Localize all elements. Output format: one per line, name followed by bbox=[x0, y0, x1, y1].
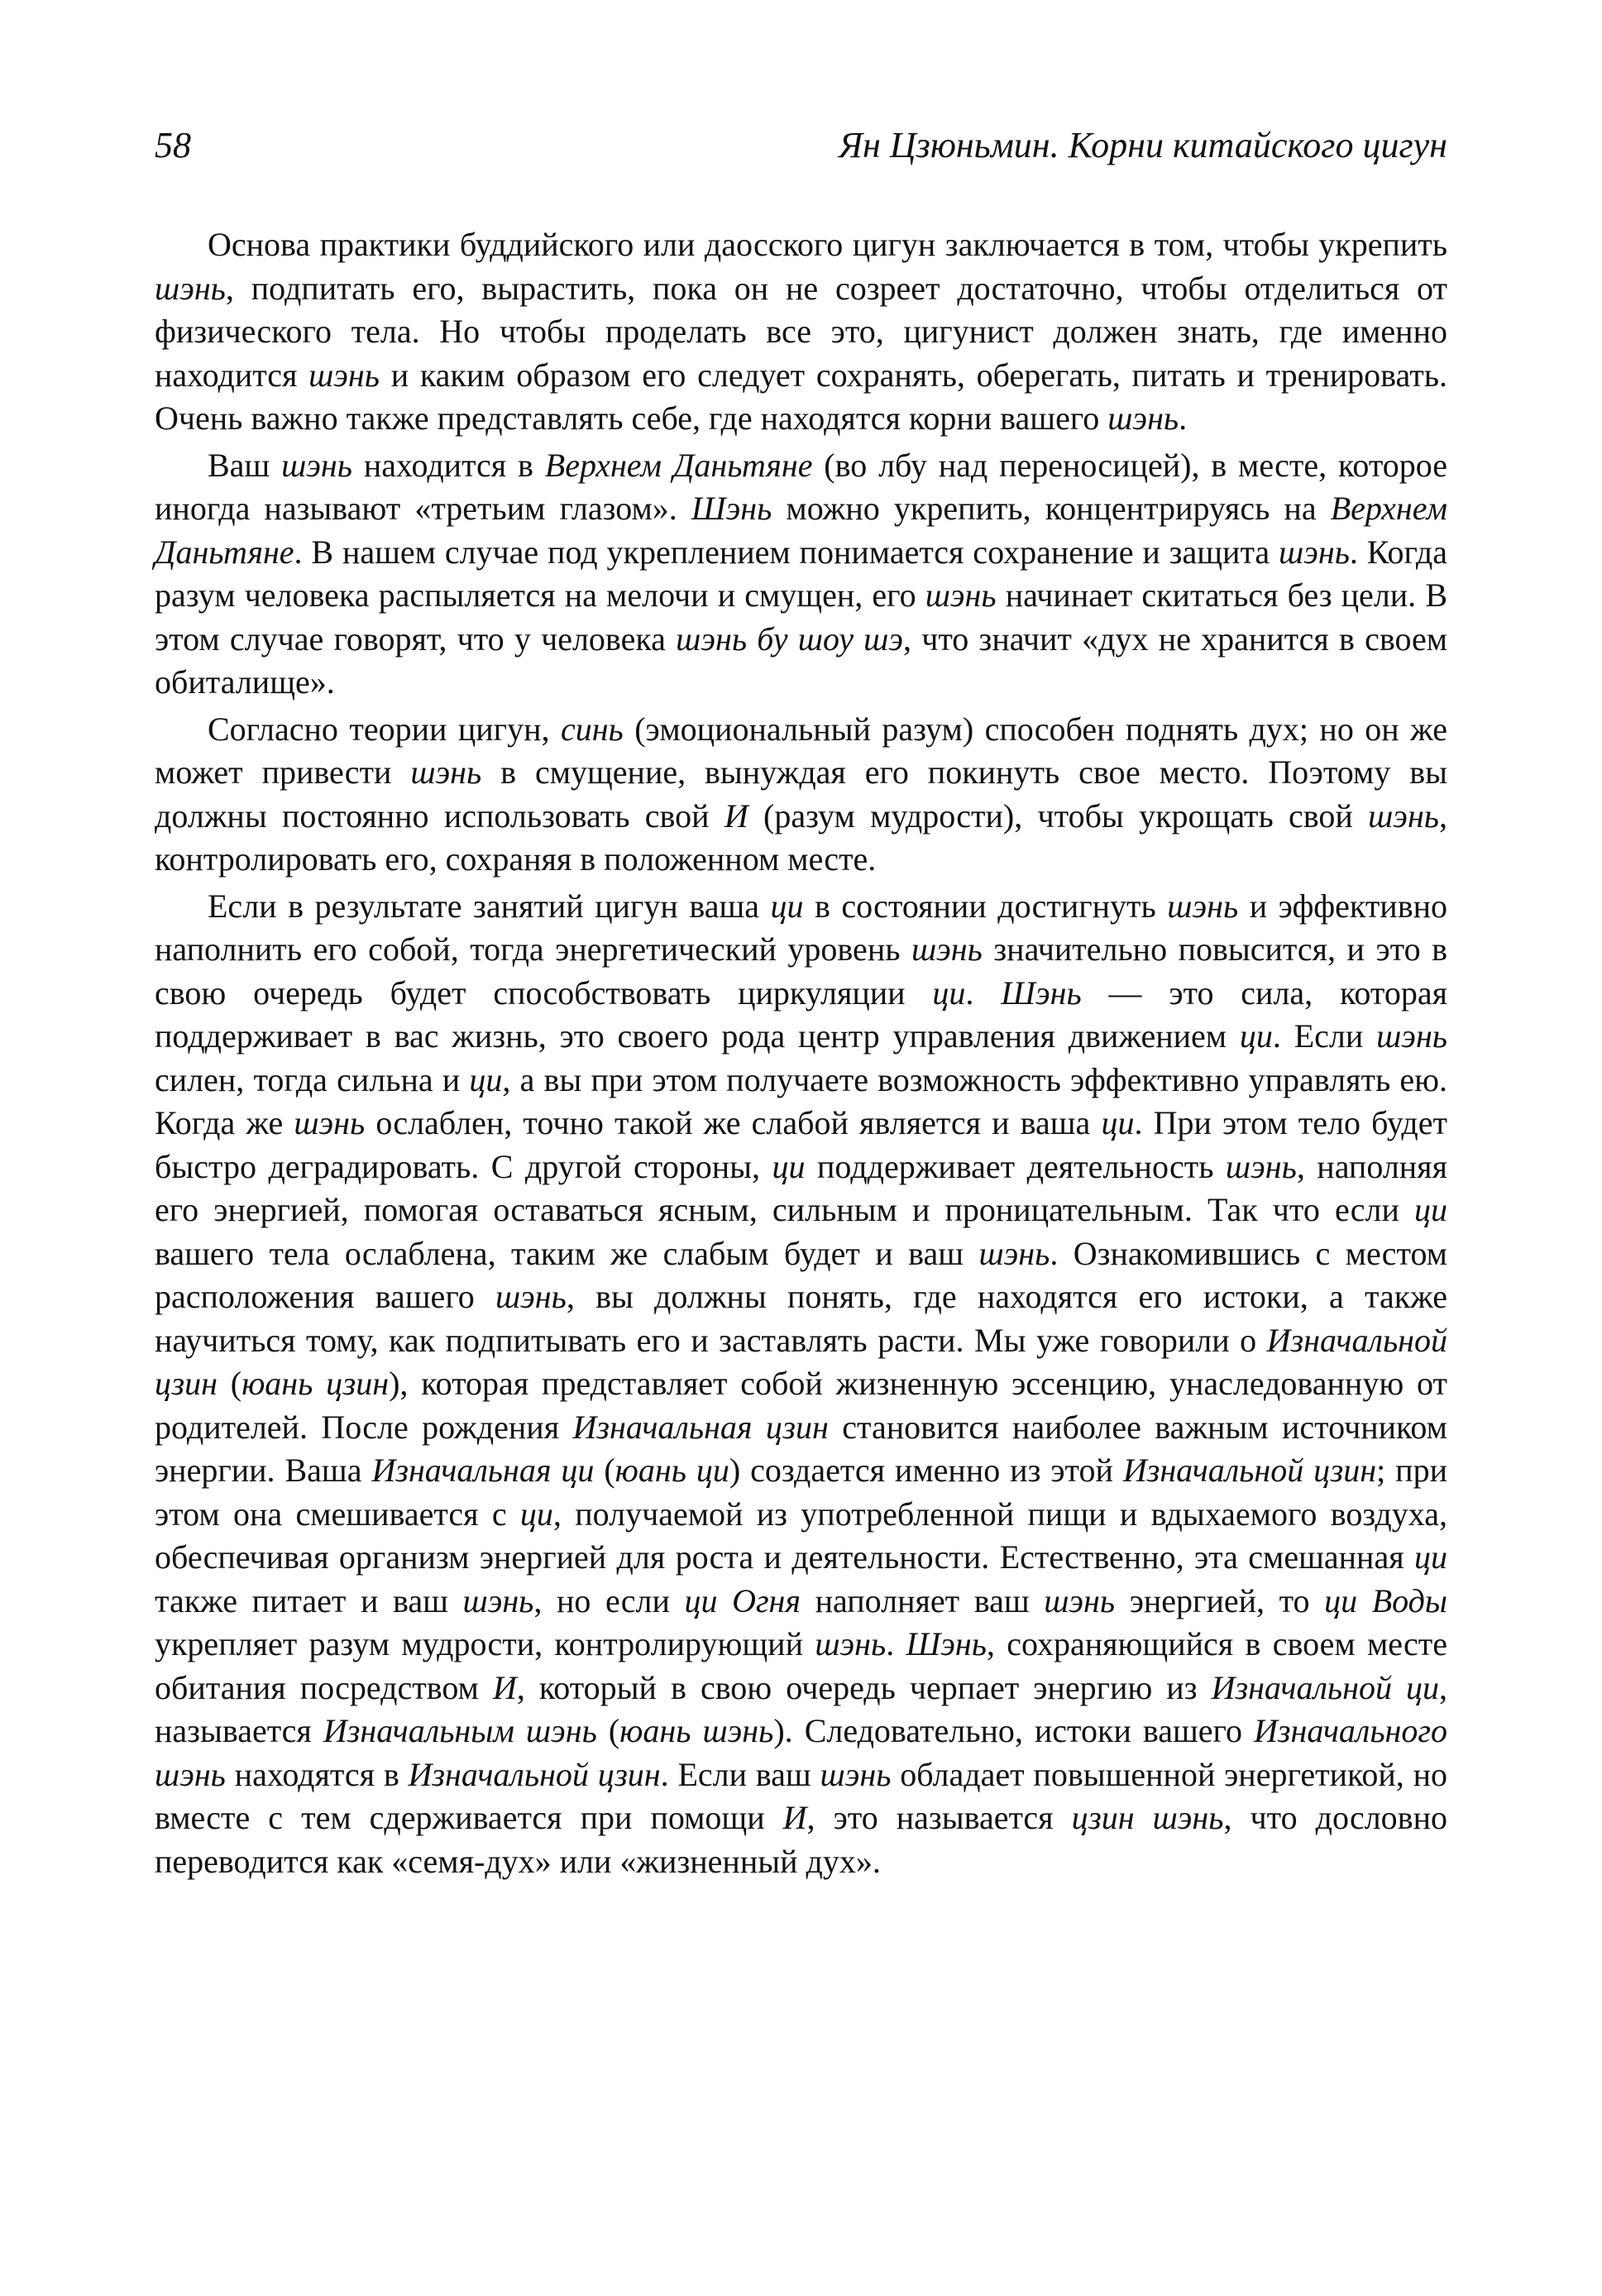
text-run: . Если ваш bbox=[660, 1755, 820, 1793]
text-run: вашего тела ослаблена, таким же слабым будет и ваш bbox=[155, 1234, 979, 1272]
text-run: начинает скитаться без цели. В этом случае говорят, что у человека bbox=[155, 576, 1447, 658]
italic-term: Изначальной ци bbox=[1211, 1668, 1440, 1706]
text-run: . Если bbox=[1272, 1017, 1377, 1055]
text-run: в смущение, вынуждая его покинуть свое место. Поэтому вы должны постоянно использовать свой bbox=[155, 753, 1447, 835]
text-run: (во лбу над переносицей), в месте, которое иногда называют «третьим глазом». bbox=[155, 446, 1448, 527]
text-run: и каким образом его следует сохранять, оберегать, питать и тренировать. Очень важно также представлять себе, где находятся корни вашего bbox=[155, 356, 1447, 437]
italic-term: цзин шэнь bbox=[1071, 1799, 1224, 1836]
text-run: энергией, то bbox=[1115, 1581, 1325, 1619]
text-run: . Ознакомившись с местом расположения вашего bbox=[155, 1234, 1447, 1315]
body-text bbox=[155, 223, 1447, 1887]
text-run: наполняет ваш bbox=[801, 1581, 1045, 1619]
italic-term: шэнь bbox=[815, 1625, 887, 1662]
text-run: ), которая представляет собой жизненную эссенцию, унаследованную от родителей. После рождения bbox=[155, 1365, 1447, 1446]
italic-term: ци bbox=[1414, 1191, 1447, 1228]
italic-term: шэнь bbox=[1107, 399, 1179, 437]
text-run: ; при этом она смешивается с bbox=[155, 1452, 1447, 1533]
text-run: ). Следовательно, истоки вашего bbox=[773, 1712, 1255, 1749]
text-run: , наполняя его энергией, помогая оставаться ясным, сильным и проницательным. Так что если bbox=[155, 1147, 1447, 1228]
text-run: силен, тогда сильна и bbox=[155, 1060, 470, 1098]
italic-term: синь bbox=[560, 710, 624, 748]
text-run: , называется bbox=[155, 1668, 1448, 1749]
text-run: . В нашем случае под укреплением понимается сохранение и защита bbox=[294, 533, 1279, 571]
italic-term: ци bbox=[469, 1060, 503, 1098]
italic-term: Шэнь bbox=[691, 490, 772, 527]
text-run: можно укрепить, концентрируясь на bbox=[772, 490, 1331, 527]
italic-term: шэнь бу шоу шэ bbox=[676, 619, 904, 658]
italic-term: ци bbox=[932, 973, 966, 1012]
text-run: значительно повысится, и это в свою очередь будет способствовать циркуляции bbox=[155, 930, 1447, 1012]
text-run: ( bbox=[217, 1365, 242, 1402]
text-run: . bbox=[965, 973, 1002, 1012]
italic-term: юань ци bbox=[614, 1452, 729, 1489]
italic-term: шэнь bbox=[281, 446, 352, 484]
italic-term: Изначальной цзин bbox=[1122, 1452, 1377, 1489]
text-run: Если в результате занятий цигун ваша bbox=[208, 887, 771, 925]
text-run: поддерживает деятельность bbox=[805, 1147, 1226, 1185]
italic-term: юань шэнь bbox=[619, 1712, 774, 1749]
paragraph bbox=[155, 708, 1447, 882]
italic-term: Шэнь bbox=[1001, 973, 1082, 1012]
text-run: , сохраняющийся в своем месте обитания посредством bbox=[155, 1625, 1447, 1706]
text-run: , подпитать его, вырастить, пока он не созреет достаточно, чтобы отделиться от физического тела. Но чтобы проделать все это, цигунист должен знать, где именно находится bbox=[155, 269, 1447, 394]
text-run: (разум мудрости), чтобы укрощать свой bbox=[748, 796, 1369, 835]
italic-term: шэнь bbox=[1044, 1581, 1116, 1619]
paragraph bbox=[155, 444, 1447, 705]
italic-term: шэнь bbox=[1376, 1017, 1447, 1055]
italic-term: И bbox=[492, 1668, 517, 1706]
italic-term: Изначального шэнь bbox=[155, 1712, 1447, 1793]
text-run: — это сила, которая поддерживает в вас жизнь, это своего рода центр управления движением bbox=[155, 973, 1447, 1055]
text-run: , а вы при этом получаете возможность эффективно управлять ею. Когда же bbox=[155, 1060, 1447, 1141]
italic-term: И bbox=[782, 1799, 807, 1836]
text-run: укрепляет разум мудрости, контролирующий bbox=[155, 1625, 815, 1662]
text-run: . При этом тело будет быстро деградировать. С другой стороны, bbox=[155, 1104, 1447, 1185]
italic-term: ци bbox=[1239, 1017, 1273, 1055]
text-run: в состоянии достигнуть bbox=[803, 887, 1168, 925]
text-run: и эффективно наполнить его собой, тогда энергетический уровень bbox=[155, 887, 1447, 968]
page-number: 58 bbox=[155, 125, 191, 165]
italic-term: Изначальной цзин bbox=[408, 1755, 661, 1793]
text-run: ) создается именно из этой bbox=[729, 1452, 1123, 1489]
text-run: Согласно теории цигун, bbox=[208, 710, 561, 748]
italic-term: шэнь bbox=[925, 576, 997, 614]
italic-term: Изначальная цзин bbox=[572, 1408, 829, 1446]
text-run: Основа практики буддийского или даосского цигун заключается в том, чтобы укрепить bbox=[208, 226, 1447, 263]
text-run: , что дословно переводится как «семя-дух» или «жизненный дух». bbox=[155, 1799, 1447, 1880]
text-run: ( bbox=[594, 1452, 615, 1489]
text-run: , что значит «дух не хранится в своем обиталище». bbox=[155, 619, 1448, 701]
text-run: , контролировать его, сохраняя в положенном месте. bbox=[155, 796, 1447, 878]
text-run: становится наиболее важным источником энергии. Ваша bbox=[155, 1408, 1447, 1489]
italic-term: шэнь bbox=[1225, 1147, 1297, 1185]
italic-term: шэнь bbox=[294, 1104, 366, 1141]
text-run: , вы должны понять, где находятся его истоки, а также научиться тому, как подпитывать его и заставлять расти. Мы уже говорили о bbox=[155, 1278, 1447, 1359]
italic-term: шэнь bbox=[410, 753, 482, 791]
italic-term: шэнь bbox=[978, 1234, 1050, 1272]
text-run: (эмоциональный разум) способен поднять дух; но он же может привести bbox=[155, 710, 1447, 791]
italic-term: шэнь bbox=[1167, 887, 1239, 925]
italic-term: шэнь bbox=[911, 930, 983, 968]
italic-term: ци Воды bbox=[1324, 1581, 1447, 1619]
italic-term: Верхнем Даньтяне bbox=[544, 446, 813, 484]
italic-term: Изначальная ци bbox=[371, 1452, 595, 1489]
text-run: . bbox=[886, 1625, 906, 1662]
page-header bbox=[155, 124, 1447, 174]
italic-term: шэнь bbox=[495, 1278, 567, 1315]
italic-term: ци bbox=[1414, 1538, 1447, 1576]
text-run: , это называется bbox=[806, 1799, 1072, 1836]
italic-term: шэнь bbox=[462, 1581, 534, 1619]
italic-term: ци bbox=[519, 1495, 553, 1533]
running-title: Ян Цзюньмин. Корни китайского цигун bbox=[839, 125, 1447, 165]
italic-term: ци Огня bbox=[684, 1581, 801, 1619]
paragraph bbox=[155, 223, 1447, 441]
italic-term: ци bbox=[772, 1147, 806, 1185]
text-run: , но если bbox=[533, 1581, 685, 1619]
italic-term: Изначальным шэнь bbox=[323, 1712, 597, 1749]
text-run: находится в bbox=[351, 446, 545, 484]
italic-term: Изначальной цзин bbox=[155, 1321, 1447, 1402]
italic-term: Шэнь bbox=[906, 1625, 987, 1662]
text-run: находятся в bbox=[225, 1755, 409, 1793]
italic-term: ци bbox=[1101, 1104, 1135, 1141]
text-run: обладает повышенной энергетикой, но вместе с тем сдерживается при помощи bbox=[155, 1755, 1448, 1836]
italic-term: ци bbox=[770, 887, 804, 925]
paragraph bbox=[155, 885, 1447, 1884]
text-run: также питает и ваш bbox=[155, 1581, 463, 1619]
text-run: . Когда разум человека распыляется на мелочи и смущен, его bbox=[155, 533, 1447, 614]
text-run: , получаемой из употребленной пищи и вдыхаемого воздуха, обеспечивая организм энергией для роста и деятельности. Естественно, эта смешанная bbox=[155, 1495, 1448, 1576]
italic-term: Верхнем Даньтяне bbox=[155, 490, 1447, 571]
text-run: , который в свою очередь черпает энергию из bbox=[516, 1668, 1212, 1706]
italic-term: шэнь bbox=[155, 269, 226, 307]
italic-term: шэнь bbox=[1279, 533, 1350, 571]
italic-term: шэнь bbox=[820, 1755, 892, 1793]
text-run: ослаблен, точно такой же слабой является и ваша bbox=[365, 1104, 1102, 1141]
italic-term: юань цзин bbox=[241, 1365, 390, 1402]
text-run: ( bbox=[596, 1712, 620, 1749]
italic-term: шэнь bbox=[1368, 796, 1439, 835]
italic-term: шэнь bbox=[308, 356, 380, 394]
italic-term: И bbox=[724, 796, 748, 835]
text-run: . bbox=[1179, 399, 1188, 437]
text-run: Ваш bbox=[208, 446, 282, 484]
